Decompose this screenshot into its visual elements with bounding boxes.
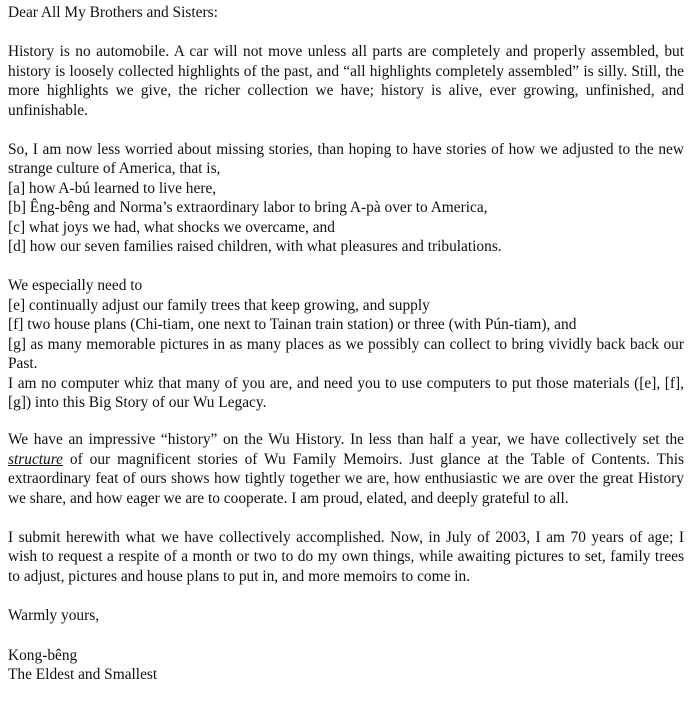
paragraph-adjustment-intro: So, I am now less worried about missing stories, than hoping to have stories of how we adjusted to the new strange culture of America, that is,	[8, 141, 684, 178]
signature-name: Kong-bêng	[8, 646, 78, 664]
list-item-f: [f] two house plans (Chi-tiam, one next to Tainan train station) or three (with Pún-tiam), and	[8, 316, 577, 334]
paragraph-history	[8, 430, 684, 508]
spacer	[8, 412, 684, 430]
list-item-e: [e] continually adjust our family trees that keep growing, and supply	[8, 296, 430, 314]
closing: Warmly yours,	[8, 607, 100, 625]
spacer	[8, 626, 684, 646]
list-item-b: [b] Êng-bêng and Norma’s extraordinary labor to bring A-pà over to America,	[8, 199, 488, 217]
paragraph-automobile: History is no automobile. A car will not move unless all parts are completely and properly assembled, but history is loosely collected highlights of the past, and “all highlights completely assembled” is silly. Still, the more highlights we give, the richer collection we have; history is alive, ever growing, unfinished, and unfinishable.	[8, 43, 684, 119]
paragraph-computer-help: I am no computer whiz that many of you are, and need you to use computers to put those materials ([e], [f], [g]) into this Big Story of our Wu Legacy.	[8, 374, 684, 411]
spacer	[8, 120, 684, 140]
history-text-start: We have an impressive “history” on the Wu History. In less than half a year, we have collectively set the	[8, 431, 684, 449]
spacer	[8, 586, 684, 606]
list-item-g: [g] as many memorable pictures in as many places as we possibly can collect to bring vividly back back our Past.	[8, 335, 684, 373]
history-text-end: of our magnificent stories of Wu Family Memoirs. Just glance at the Table of Contents. This extraordinary feat of ours shows how tightly together we are, how enthusiastic we are over the great History we share, and how eager we are to cooperate. I am proud, elated, and deeply grateful to all.	[8, 450, 684, 507]
list-item-a: [a] how A-bú learned to live here,	[8, 179, 217, 197]
paragraph-respite: I submit herewith what we have collectively accomplished. Now, in July of 2003, I am 70 years of age; I wish to request a respite of a month or two to do my own things, while awaiting pictures to set, family trees to adjust, pictures and house plans to put in, and more memoirs to come in.	[8, 528, 684, 585]
structure-emphasis: structure	[8, 450, 64, 468]
list-item-d: [d] how our seven families raised children, with what pleasures and tribulations.	[8, 238, 502, 256]
signature-title: The Eldest and Smallest	[8, 665, 158, 683]
list-item-c: [c] what joys we had, what shocks we overcame, and	[8, 218, 335, 236]
salutation: Dear All My Brothers and Sisters:	[8, 4, 218, 21]
spacer	[8, 256, 684, 276]
spacer	[8, 22, 684, 42]
letter-page	[8, 0, 684, 721]
paragraph-needs-intro: We especially need to	[8, 277, 143, 295]
spacer	[8, 508, 684, 528]
